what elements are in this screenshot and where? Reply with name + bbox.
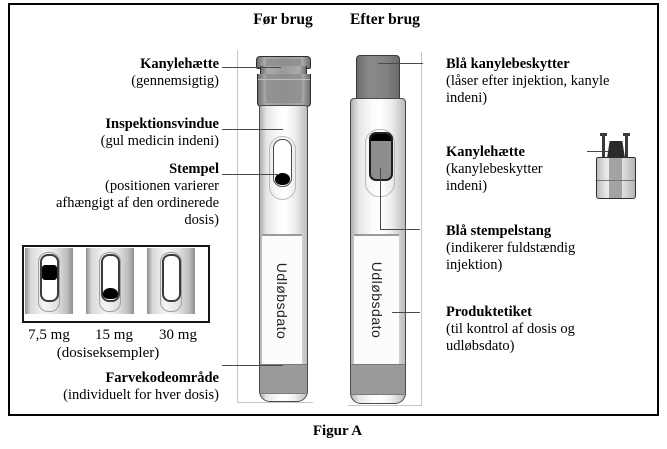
- pen-before-body: [259, 105, 308, 402]
- figure-caption: Figur A: [312, 423, 363, 439]
- label-needle-cap-title: Kanylehætte: [140, 56, 219, 72]
- dose-examples-box: [22, 245, 210, 323]
- pen-after-inspection-window: [369, 132, 393, 181]
- label-plunger-rod-title: Blå stempelstang: [446, 223, 552, 239]
- leader-plunger-rod-horizontal: [380, 229, 420, 230]
- dose-cell-15mg-plunger: [103, 288, 118, 299]
- pen-before-color-band: [260, 364, 307, 394]
- leader-plunger: [222, 174, 279, 175]
- dose-cell-7-5mg-plunger: [42, 265, 57, 280]
- dose-cell-30mg-window: [162, 254, 181, 302]
- cap-prong-left-hook: [600, 133, 607, 136]
- label-plunger-desc-2: afhængigt af den ordinerede: [55, 195, 219, 211]
- pen-after-needle-guard-cap: [356, 55, 400, 101]
- label-plunger-desc-1: (positionen varierer: [105, 178, 219, 194]
- dose-cell-30mg: [147, 248, 195, 314]
- label-needle-cap: [4, 56, 219, 90]
- dose-label-30mg: 30 mg: [159, 327, 197, 343]
- label-plunger-desc-3: dosis): [184, 212, 219, 228]
- label-inspection-window-desc: (gul medicin indeni): [100, 133, 219, 149]
- header-after-use: Efter brug: [350, 11, 420, 28]
- cap-prong-right-hook: [623, 133, 630, 136]
- leader-cap-before: [222, 67, 281, 68]
- pen-before-expiry-text: Udløbsdato: [274, 262, 290, 340]
- pen-after-color-band: [351, 364, 405, 395]
- cap-cylinder: [596, 157, 636, 199]
- pen-before-cap-body: [257, 74, 311, 107]
- label-plunger-rod-desc-2: injektion): [446, 257, 503, 273]
- label-product-label: [446, 304, 616, 355]
- pen-before-inspection-window: [273, 139, 292, 187]
- right-pen-baseline: [348, 405, 422, 406]
- dose-cell-7-5mg: [25, 248, 73, 314]
- dose-cell-15mg-window: [101, 254, 120, 302]
- pen-after-expiry-text: Udløbsdato: [368, 261, 385, 339]
- pen-after-body: [350, 98, 406, 404]
- dose-examples-caption: (dosiseksempler): [56, 345, 160, 361]
- label-needle-guard-desc-2: indeni): [446, 90, 488, 106]
- leader-plunger-rod-vertical: [380, 168, 381, 230]
- label-needle-cap-after-title: Kanylehætte: [446, 144, 525, 160]
- label-needle-cap-desc: (gennemsigtig): [131, 73, 219, 89]
- label-needle-guard: [446, 56, 616, 107]
- label-needle-cap-after-desc-2: indeni): [446, 178, 488, 194]
- dose-cell-7-5mg-window: [40, 254, 59, 302]
- label-color-code-area-desc: (individuelt for hver dosis): [63, 387, 219, 403]
- label-needle-cap-after: [446, 144, 616, 195]
- left-pen-baseline: [237, 402, 313, 403]
- label-inspection-window-title: Inspektionsvindue: [105, 116, 219, 132]
- detached-cap-illustration: [594, 130, 638, 200]
- left-pen-rail: [237, 50, 238, 403]
- leader-needle-guard: [378, 63, 423, 64]
- dose-cell-15mg: [86, 248, 134, 314]
- label-plunger-rod-desc-1: (indikerer fuldstændig: [446, 240, 576, 256]
- leader-product-label: [392, 312, 420, 313]
- label-product-label-desc-1: (til kontrol af dosis og: [446, 321, 575, 337]
- label-needle-cap-after-desc-1: (kanylebeskytter: [446, 161, 543, 177]
- pen-before-product-label: [262, 234, 302, 366]
- pen-after-product-label: [354, 234, 399, 364]
- label-plunger-title: Stempel: [169, 161, 219, 177]
- pen-before-cap-highlight: [258, 79, 310, 80]
- label-needle-guard-title: Blå kanylebeskytter: [446, 56, 570, 72]
- label-plunger-rod: [446, 223, 616, 274]
- dose-label-15mg: 15 mg: [95, 327, 133, 343]
- header-before-use: Før brug: [253, 11, 313, 28]
- dose-label-7-5mg: 7,5 mg: [28, 327, 70, 343]
- label-product-label-desc-2: udløbsdato): [446, 338, 515, 354]
- right-pen-rail: [421, 52, 422, 406]
- label-plunger: [4, 161, 219, 229]
- leader-inspection-window: [222, 129, 283, 130]
- cap-cylinder-stripe: [609, 158, 622, 198]
- cap-needle-guard-inside: [607, 141, 625, 158]
- pen-after-plunger-rod-top: [371, 134, 391, 141]
- leader-color-band: [222, 365, 283, 366]
- cap-cylinder-seam: [597, 180, 635, 181]
- label-color-code-area: [4, 370, 219, 404]
- label-product-label-title: Produktetiket: [446, 304, 532, 320]
- label-needle-guard-desc-1: (låser efter injektion, kanyle: [446, 73, 610, 89]
- label-color-code-area-title: Farvekodeområde: [105, 370, 219, 386]
- label-inspection-window: [4, 116, 219, 150]
